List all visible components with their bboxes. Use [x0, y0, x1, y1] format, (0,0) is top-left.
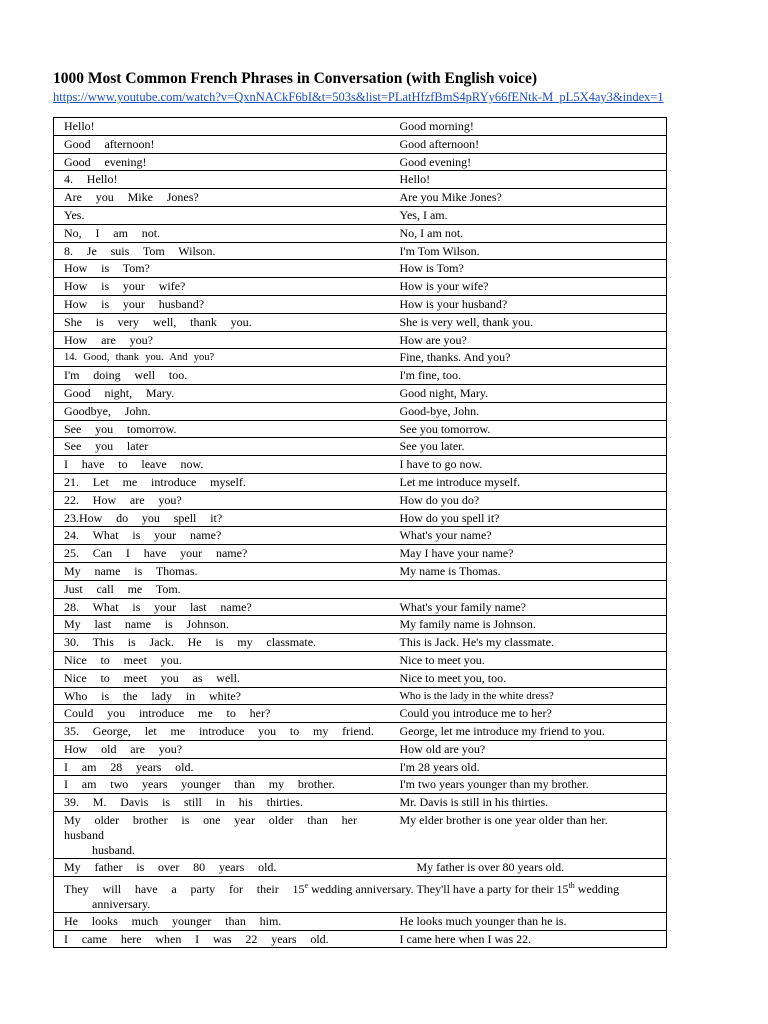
phrase-table-body — [54, 118, 667, 812]
table-row — [54, 687, 667, 705]
table-row — [54, 278, 667, 296]
phrase-cell-left: I came here when I was 22 years old. — [54, 930, 400, 948]
phrase-cell-left: 24. What is your name? — [54, 527, 400, 545]
phrase-cell-right: How do you spell it? — [400, 509, 667, 527]
table-row — [54, 189, 667, 207]
phrase-cell-left: She is very well, thank you. — [54, 313, 400, 331]
phrase-cell-right: Nice to meet you, too. — [400, 669, 667, 687]
phrase-cell-left: Nice to meet you as well. — [54, 669, 400, 687]
phrase-cell-right: My elder brother is one year older than her. — [400, 812, 667, 859]
phrase-cell-left: Yes. — [54, 206, 400, 224]
table-row — [54, 562, 667, 580]
table-row — [54, 740, 667, 758]
table-row — [54, 758, 667, 776]
table-row — [54, 295, 667, 313]
phrase-cell-right: What's your family name? — [400, 598, 667, 616]
table-row — [54, 527, 667, 545]
phrase-cell-right: I'm fine, too. — [400, 367, 667, 385]
phrase-cell-right: My father is over 80 years old. — [400, 859, 667, 877]
table-row — [54, 580, 667, 598]
phrase-cell-left: 23.How do you spell it? — [54, 509, 400, 527]
phrase-cell-right: I have to go now. — [400, 456, 667, 474]
table-row — [54, 776, 667, 794]
phrase-cell-right: Good afternoon! — [400, 135, 667, 153]
phrase-cell-right: How is Tom? — [400, 260, 667, 278]
phrase-cell-right: Fine, thanks. And you? — [400, 349, 667, 367]
phrase-cell-left: He looks much younger than him. — [54, 912, 400, 930]
table-row — [54, 794, 667, 812]
table-row — [54, 420, 667, 438]
table-row — [54, 509, 667, 527]
phrase-cell-left: My last name is Johnson. — [54, 616, 400, 634]
ordinal-sup: e — [304, 880, 309, 890]
phrase-cell-right: I'm Tom Wilson. — [400, 242, 667, 260]
table-row — [54, 634, 667, 652]
phrase-cell-merged — [54, 876, 667, 912]
phrase-cell-left: How is Tom? — [54, 260, 400, 278]
table-row — [54, 456, 667, 474]
table-row — [54, 224, 667, 242]
phrase-cell-left: How is your wife? — [54, 278, 400, 296]
phrase-cell-right: I'm two years younger than my brother. — [400, 776, 667, 794]
table-row — [54, 384, 667, 402]
phrase-cell-right: Good night, Mary. — [400, 384, 667, 402]
phrase-cell-right: My family name is Johnson. — [400, 616, 667, 634]
table-row — [54, 912, 667, 930]
phrase-cell-left: Good night, Mary. — [54, 384, 400, 402]
phrase-cell-right: Good evening! — [400, 153, 667, 171]
table-row — [54, 438, 667, 456]
table-row — [54, 367, 667, 385]
phrase-cell-left: Good afternoon! — [54, 135, 400, 153]
phrase-cell-left: Goodbye, John. — [54, 402, 400, 420]
phrase-cell-left: Just call me Tom. — [54, 580, 400, 598]
phrase-cell-left: 39. M. Davis is still in his thirties. — [54, 794, 400, 812]
table-row — [54, 135, 667, 153]
phrase-cell-right: Good-bye, John. — [400, 402, 667, 420]
phrase-cell-right: I came here when I was 22. — [400, 930, 667, 948]
ordinal-sup: th — [568, 880, 575, 890]
table-row — [54, 491, 667, 509]
phrase-cell-left: I am two years younger than my brother. — [54, 776, 400, 794]
phrase-cell-right: See you tomorrow. — [400, 420, 667, 438]
document-title: 1000 Most Common French Phrases in Conversation (with English voice) — [53, 70, 538, 87]
phrase-cell-left: I am 28 years old. — [54, 758, 400, 776]
phrase-cell-left: See you later — [54, 438, 400, 456]
phrase-cell-left: Hello! — [54, 118, 400, 136]
phrase-cell-left: 28. What is your last name? — [54, 598, 400, 616]
phrase-cell-right: How is your husband? — [400, 295, 667, 313]
table-row — [54, 171, 667, 189]
phrase-cell-left: I have to leave now. — [54, 456, 400, 474]
phrase-text-fr: They will have a party for their 15 — [64, 881, 305, 896]
phrase-cell-left: 14. Good, thank you. And you? — [54, 349, 400, 367]
table-row — [54, 349, 667, 367]
phrase-cell-left: My name is Thomas. — [54, 562, 400, 580]
phrase-cell-left: No, I am not. — [54, 224, 400, 242]
table-row — [54, 876, 667, 912]
phrase-cell-left: My father is over 80 years old. — [54, 859, 400, 877]
phrase-cell-left: Good evening! — [54, 153, 400, 171]
phrase-cell-left — [54, 812, 400, 859]
phrase-cell-right — [400, 580, 667, 598]
phrase-cell-right: May I have your name? — [400, 545, 667, 563]
phrase-cell-right: Are you Mike Jones? — [400, 189, 667, 207]
phrase-cell-right: I'm 28 years old. — [400, 758, 667, 776]
phrase-cell-right: Could you introduce me to her? — [400, 705, 667, 723]
phrase-cell-right: How are you? — [400, 331, 667, 349]
phrase-cell-right: Good morning! — [400, 118, 667, 136]
phrase-cell-right: He looks much younger than he is. — [400, 912, 667, 930]
table-row — [54, 260, 667, 278]
phrase-cell-left: How is your husband? — [54, 295, 400, 313]
phrase-cell-left: 35. George, let me introduce you to my friend. — [54, 723, 400, 741]
phrase-cell-right: Yes, I am. — [400, 206, 667, 224]
phrase-text-fr-end: wedding anniversary. — [308, 881, 414, 896]
phrase-cell-left: 25. Can I have your name? — [54, 545, 400, 563]
table-row — [54, 598, 667, 616]
phrase-text-en-end: wedding — [574, 881, 620, 896]
phrase-cell-right: See you later. — [400, 438, 667, 456]
phrase-cell-left: Could you introduce me to her? — [54, 705, 400, 723]
phrase-table-tail — [54, 812, 667, 948]
phrase-table — [53, 117, 667, 948]
table-row — [54, 331, 667, 349]
phrase-cell-left: 21. Let me introduce myself. — [54, 473, 400, 491]
phrase-text-line1: My older brother is one year older than her husband — [64, 813, 357, 843]
youtube-link[interactable]: https://www.youtube.com/watch?v=QxnNACkF6bI&t=503s&list=PLatHfzfBmS4pRYy66fENtk-M_pL5X4ay3&index=1 — [53, 90, 664, 104]
phrase-cell-right: George, let me introduce my friend to you. — [400, 723, 667, 741]
phrase-cell-right: Nice to meet you. — [400, 651, 667, 669]
phrase-cell-right: What's your name? — [400, 527, 667, 545]
table-row — [54, 930, 667, 948]
phrase-cell-left: How old are you? — [54, 740, 400, 758]
phrase-cell-left: 8. Je suis Tom Wilson. — [54, 242, 400, 260]
table-row — [54, 651, 667, 669]
phrase-cell-right: This is Jack. He's my classmate. — [400, 634, 667, 652]
phrase-cell-left: 4. Hello! — [54, 171, 400, 189]
phrase-cell-left: Nice to meet you. — [54, 651, 400, 669]
phrase-text-line2: husband. — [92, 843, 135, 858]
table-row — [54, 402, 667, 420]
table-row — [54, 812, 667, 859]
table-row — [54, 859, 667, 877]
phrase-text-en: They'll have a party for their 15 — [416, 881, 569, 896]
table-row — [54, 118, 667, 136]
phrase-cell-left: 22. How are you? — [54, 491, 400, 509]
phrase-cell-right: Mr. Davis is still in his thirties. — [400, 794, 667, 812]
table-row — [54, 153, 667, 171]
phrase-text-line2: anniversary. — [92, 896, 151, 911]
phrase-cell-right: How old are you? — [400, 740, 667, 758]
table-row — [54, 616, 667, 634]
table-row — [54, 705, 667, 723]
phrase-cell-right: How is your wife? — [400, 278, 667, 296]
phrase-cell-left: 30. This is Jack. He is my classmate. — [54, 634, 400, 652]
table-row — [54, 669, 667, 687]
phrase-cell-left: Are you Mike Jones? — [54, 189, 400, 207]
table-row — [54, 242, 667, 260]
phrase-cell-right: No, I am not. — [400, 224, 667, 242]
phrase-cell-right: How do you do? — [400, 491, 667, 509]
phrase-cell-right: Let me introduce myself. — [400, 473, 667, 491]
table-row — [54, 545, 667, 563]
phrase-cell-left: Who is the lady in white? — [54, 687, 400, 705]
table-row — [54, 313, 667, 331]
phrase-cell-right: She is very well, thank you. — [400, 313, 667, 331]
phrase-cell-right: Hello! — [400, 171, 667, 189]
phrase-cell-left: I'm doing well too. — [54, 367, 400, 385]
phrase-cell-right: My name is Thomas. — [400, 562, 667, 580]
table-row — [54, 206, 667, 224]
table-row — [54, 473, 667, 491]
table-row — [54, 723, 667, 741]
phrase-cell-left: How are you? — [54, 331, 400, 349]
phrase-cell-left: See you tomorrow. — [54, 420, 400, 438]
phrase-cell-right: Who is the lady in the white dress? — [400, 687, 667, 705]
